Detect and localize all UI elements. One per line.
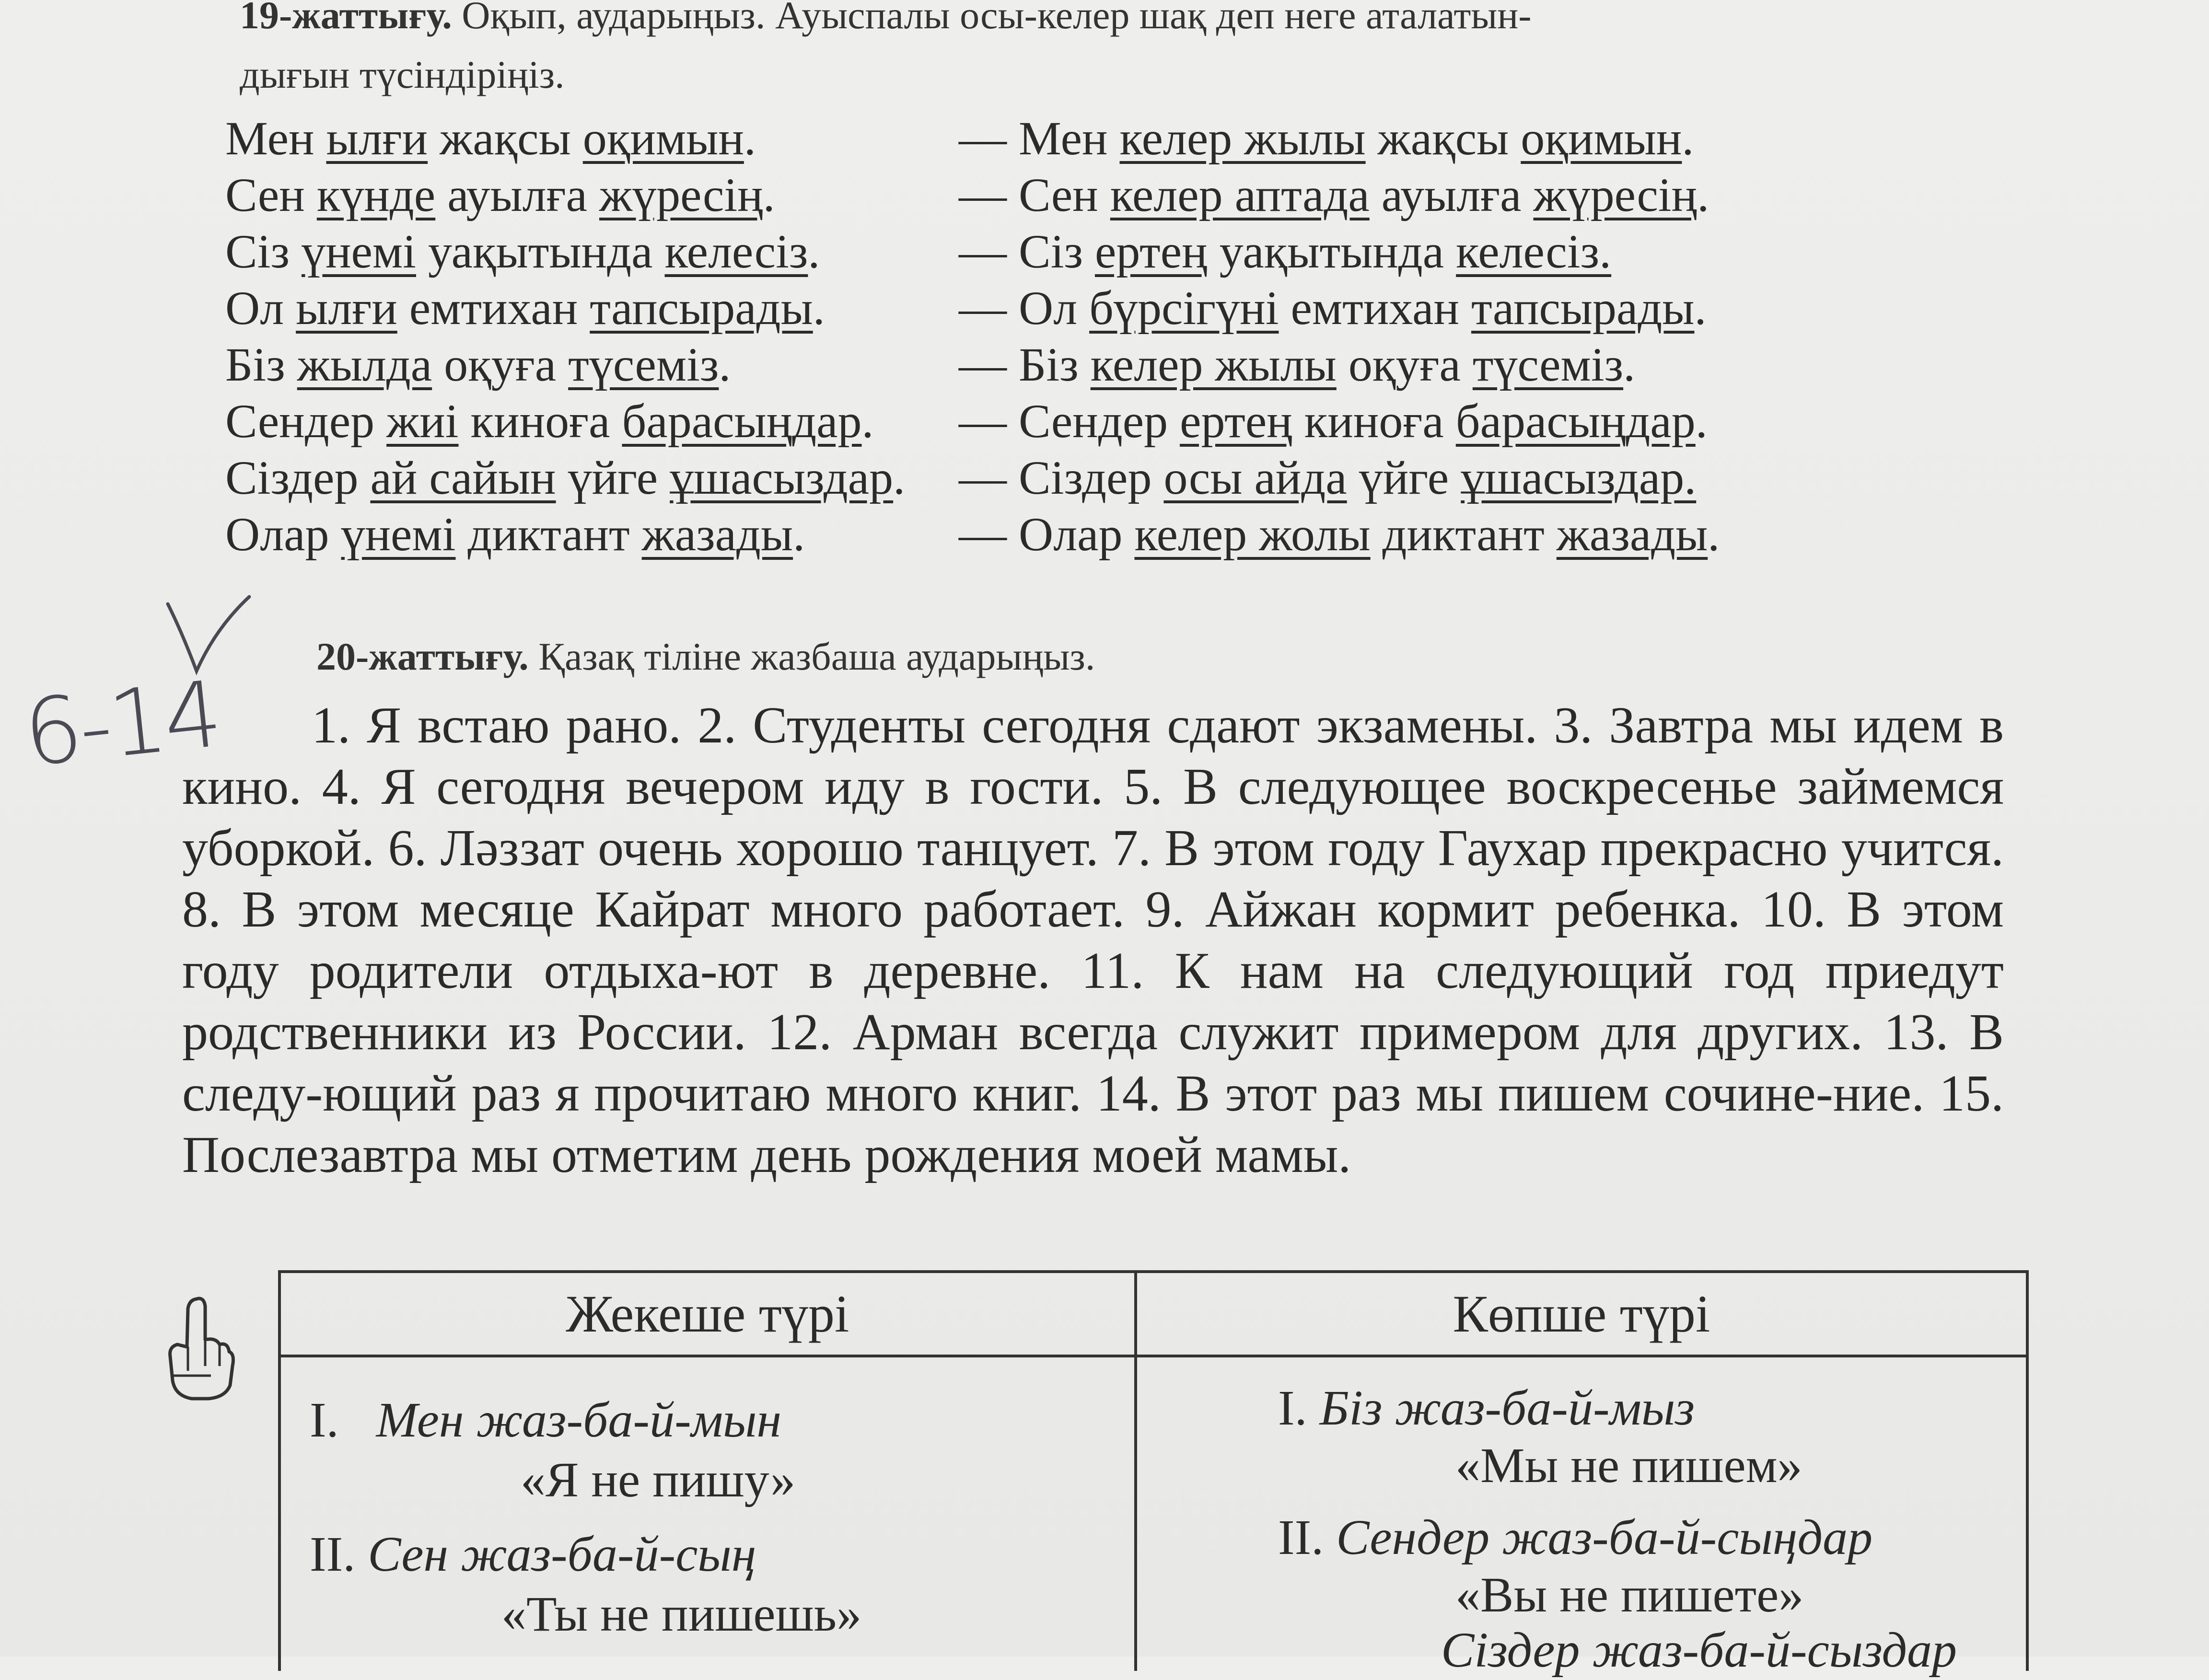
sentence-fragment: оқуға — [432, 338, 569, 391]
underlined-word: жазады — [1556, 508, 1708, 561]
present-sentence — [225, 336, 731, 393]
table-row — [1278, 1379, 1695, 1438]
table-header-singular: Жекеше түрі — [566, 1285, 849, 1343]
underlined-word: барасыңдар — [622, 394, 862, 448]
sentence-pair — [225, 393, 1999, 450]
sentence-fragment: үйге — [1347, 451, 1461, 504]
underlined-word: келесіз. — [1456, 225, 1612, 278]
underlined-word: ұшасыздар. — [1461, 451, 1697, 504]
future-sentence — [959, 223, 1611, 280]
sentence-fragment: ауылға — [1369, 168, 1534, 221]
exercise-20-number: 20-жаттығу. — [316, 635, 529, 678]
underlined-word: тапсырады — [1471, 281, 1695, 335]
underlined-word: барасыңдар — [1455, 394, 1696, 448]
exercise-19-instruction-1: Оқып, аударыңыз. Ауыспалы осы-келер шақ деп неге аталатын- — [462, 0, 1532, 37]
person-number: II. — [310, 1527, 356, 1582]
underlined-word: оқимын — [582, 112, 744, 165]
sentence-fragment: емтихан — [1279, 281, 1471, 335]
present-sentence — [225, 223, 820, 280]
underlined-word: ылғи — [326, 112, 428, 165]
sentence-fragment: уақытында — [1207, 225, 1456, 278]
present-sentence — [225, 506, 805, 563]
table-row — [310, 1390, 781, 1450]
future-sentence — [959, 110, 1694, 167]
underlined-word: осы айда — [1163, 451, 1347, 504]
translation-gloss: «Ты не пишешь» — [501, 1587, 862, 1642]
exercise-20-header — [316, 628, 1095, 685]
sentence-pair — [225, 280, 1999, 336]
underlined-word: ылғи — [296, 281, 397, 335]
exercise-19-number: 19-жаттығу. — [240, 0, 452, 37]
sentence-fragment: — Олар — [959, 508, 1135, 561]
sentence-fragment: . — [1695, 394, 1708, 448]
sentence-fragment: — Ол — [959, 281, 1090, 335]
sentence-fragment: киноға — [1292, 394, 1456, 448]
sentence-fragment: — Сіздер — [959, 451, 1164, 504]
sentence-fragment: Сіздер — [225, 451, 371, 504]
person-number: II. — [1278, 1510, 1324, 1565]
underlined-word: бүрсігүні — [1089, 281, 1279, 335]
future-sentence — [959, 506, 1720, 563]
present-sentence — [225, 167, 775, 223]
sentence-fragment: диктант — [1370, 508, 1557, 561]
sentence-fragment: . — [1697, 168, 1709, 221]
sentence-fragment: . — [861, 394, 874, 448]
underlined-word: келесіз — [664, 225, 808, 278]
verb-form: Мен жаз-ба-й-мын — [376, 1392, 782, 1448]
underlined-word: жүресің — [1533, 168, 1697, 221]
sentence-fragment: . — [1708, 508, 1720, 561]
sentence-pair — [225, 450, 1999, 506]
sentence-fragment: Мен — [225, 112, 326, 165]
verb-form: Біз жаз-ба-й-мыз — [1319, 1380, 1695, 1436]
sentence-fragment: Ол — [225, 281, 296, 335]
sentence-fragment: Сен — [225, 168, 317, 221]
underlined-word: ай сайын — [370, 451, 556, 504]
sentence-fragment: үйге — [556, 451, 670, 504]
exercise-19-header — [240, 0, 2013, 104]
person-number: I. — [310, 1392, 339, 1448]
table-header-divider — [281, 1355, 2026, 1357]
verb-form: Сендер жаз-ба-й-сыңдар — [1336, 1510, 1873, 1565]
sentence-pair — [225, 167, 1999, 223]
sentence-fragment: . — [719, 338, 731, 391]
present-sentence — [225, 393, 874, 450]
underlined-word: оқимын — [1521, 112, 1682, 165]
sentence-pair — [225, 336, 1999, 393]
sentence-fragment: . — [744, 112, 756, 165]
exercise-19-instruction-2: дығын түсіндіріңіз. — [240, 53, 565, 96]
person-number: I. — [1278, 1380, 1307, 1436]
future-sentence — [959, 280, 1707, 336]
sentence-fragment: — Сіз — [959, 225, 1095, 278]
sentence-pair — [225, 110, 1999, 167]
exercise-20-text: 1. Я встаю рано. 2. Студенты сегодня сдают экзамены. 3. Завтра мы идем в кино. 4. Я сегодня вечером иду в гости. 5. В следующее воскресенье займемся уборкой. 6. Ләззат очень хорошо танцует. 7. В этом году Гаухар прекрасно учится. 8. В этом месяце Кайрат много работает. 9. Айжан кормит ребенка. 10. В этом году родители отдыха-ют в деревне. 11. К нам на следующий год приедут родственники из России. 12. Арман всегда служит примером для других. 13. В следу-ющий раз я прочитаю много книг. 14. В этот раз мы пишем сочине-ние. 15. Послезавтра мы отметим день рождения моей мамы. — [182, 697, 2004, 1183]
exercise-20-instruction: Қазақ тіліне жазбаша аударыңыз. — [538, 635, 1095, 678]
table-header-plural: Көпше түрі — [1453, 1285, 1710, 1343]
underlined-word: келер жылы — [1090, 338, 1337, 391]
sentence-fragment: — Сен — [959, 168, 1110, 221]
conjugation-table — [278, 1270, 2029, 1678]
verb-form: Сіздер жаз-ба-й-сыздар — [1441, 1622, 1957, 1678]
present-sentence — [225, 110, 756, 167]
verb-form: Сен жаз-ба-й-сың — [368, 1527, 756, 1582]
future-sentence — [959, 336, 1635, 393]
sentence-fragment: Олар — [225, 508, 341, 561]
sentence-fragment: емтихан — [397, 281, 590, 335]
sentence-fragment: жақсы — [1365, 112, 1521, 165]
sentence-fragment: уақытында — [416, 225, 665, 278]
translation-gloss: «Вы не пишете» — [1455, 1567, 1804, 1622]
sentence-fragment: — Сендер — [959, 394, 1180, 448]
present-sentence — [225, 280, 825, 336]
underlined-word: түсеміз — [568, 338, 719, 391]
underlined-word: жиі — [386, 394, 459, 448]
underlined-word: үнемі — [341, 508, 456, 561]
sentence-fragment: Сендер — [225, 394, 387, 448]
sentence-fragment: Сіз — [225, 225, 302, 278]
sentence-fragment: киноға — [458, 394, 622, 448]
sentence-fragment: Біз — [225, 338, 297, 391]
handwritten-page-range: 6-14 — [19, 661, 224, 787]
sentence-pair — [225, 506, 1999, 563]
sentence-fragment: — Біз — [959, 338, 1091, 391]
sentence-fragment: . — [808, 225, 820, 278]
underlined-word: үнемі — [301, 225, 416, 278]
underlined-word: жылда — [297, 338, 432, 391]
underlined-word: ертең — [1180, 394, 1292, 448]
sentence-fragment: жақсы — [428, 112, 583, 165]
underlined-word: тапсырады — [590, 281, 813, 335]
underlined-word: түсеміз — [1472, 338, 1624, 391]
sentence-fragment: . — [1623, 338, 1636, 391]
underlined-word: келер жолы — [1134, 508, 1371, 561]
sentence-pair — [225, 223, 1999, 280]
sentence-fragment: — Мен — [959, 112, 1120, 165]
sentence-fragment: . — [1682, 112, 1694, 165]
underlined-word: жүресің — [599, 168, 763, 221]
sentence-pairs — [225, 110, 1999, 563]
pointing-hand-icon — [163, 1294, 235, 1404]
future-sentence — [959, 167, 1709, 223]
table-row — [310, 1525, 756, 1584]
table-row — [1441, 1621, 1957, 1680]
sentence-fragment: диктант — [455, 508, 642, 561]
sentence-fragment: . — [763, 168, 775, 221]
translation-gloss: «Я не пишу» — [521, 1452, 796, 1507]
underlined-word: күнде — [316, 168, 436, 221]
translation-gloss: «Мы не пишем» — [1455, 1438, 1802, 1493]
underlined-word: ұшасыздар — [670, 451, 894, 504]
table-row — [1278, 1508, 1872, 1567]
sentence-fragment: . — [893, 451, 906, 504]
future-sentence — [959, 450, 1696, 506]
sentence-fragment: . — [1694, 281, 1707, 335]
future-sentence — [959, 393, 1708, 450]
sentence-fragment: . — [793, 508, 805, 561]
sentence-fragment: ауылға — [435, 168, 599, 221]
underlined-word: келер аптада — [1110, 168, 1370, 221]
sentence-fragment: оқуға — [1336, 338, 1473, 391]
sentence-fragment: . — [813, 281, 825, 335]
underlined-word: ертең — [1094, 225, 1208, 278]
underlined-word: келер жылы — [1119, 112, 1366, 165]
present-sentence — [225, 450, 905, 506]
underlined-word: жазады — [641, 508, 793, 561]
